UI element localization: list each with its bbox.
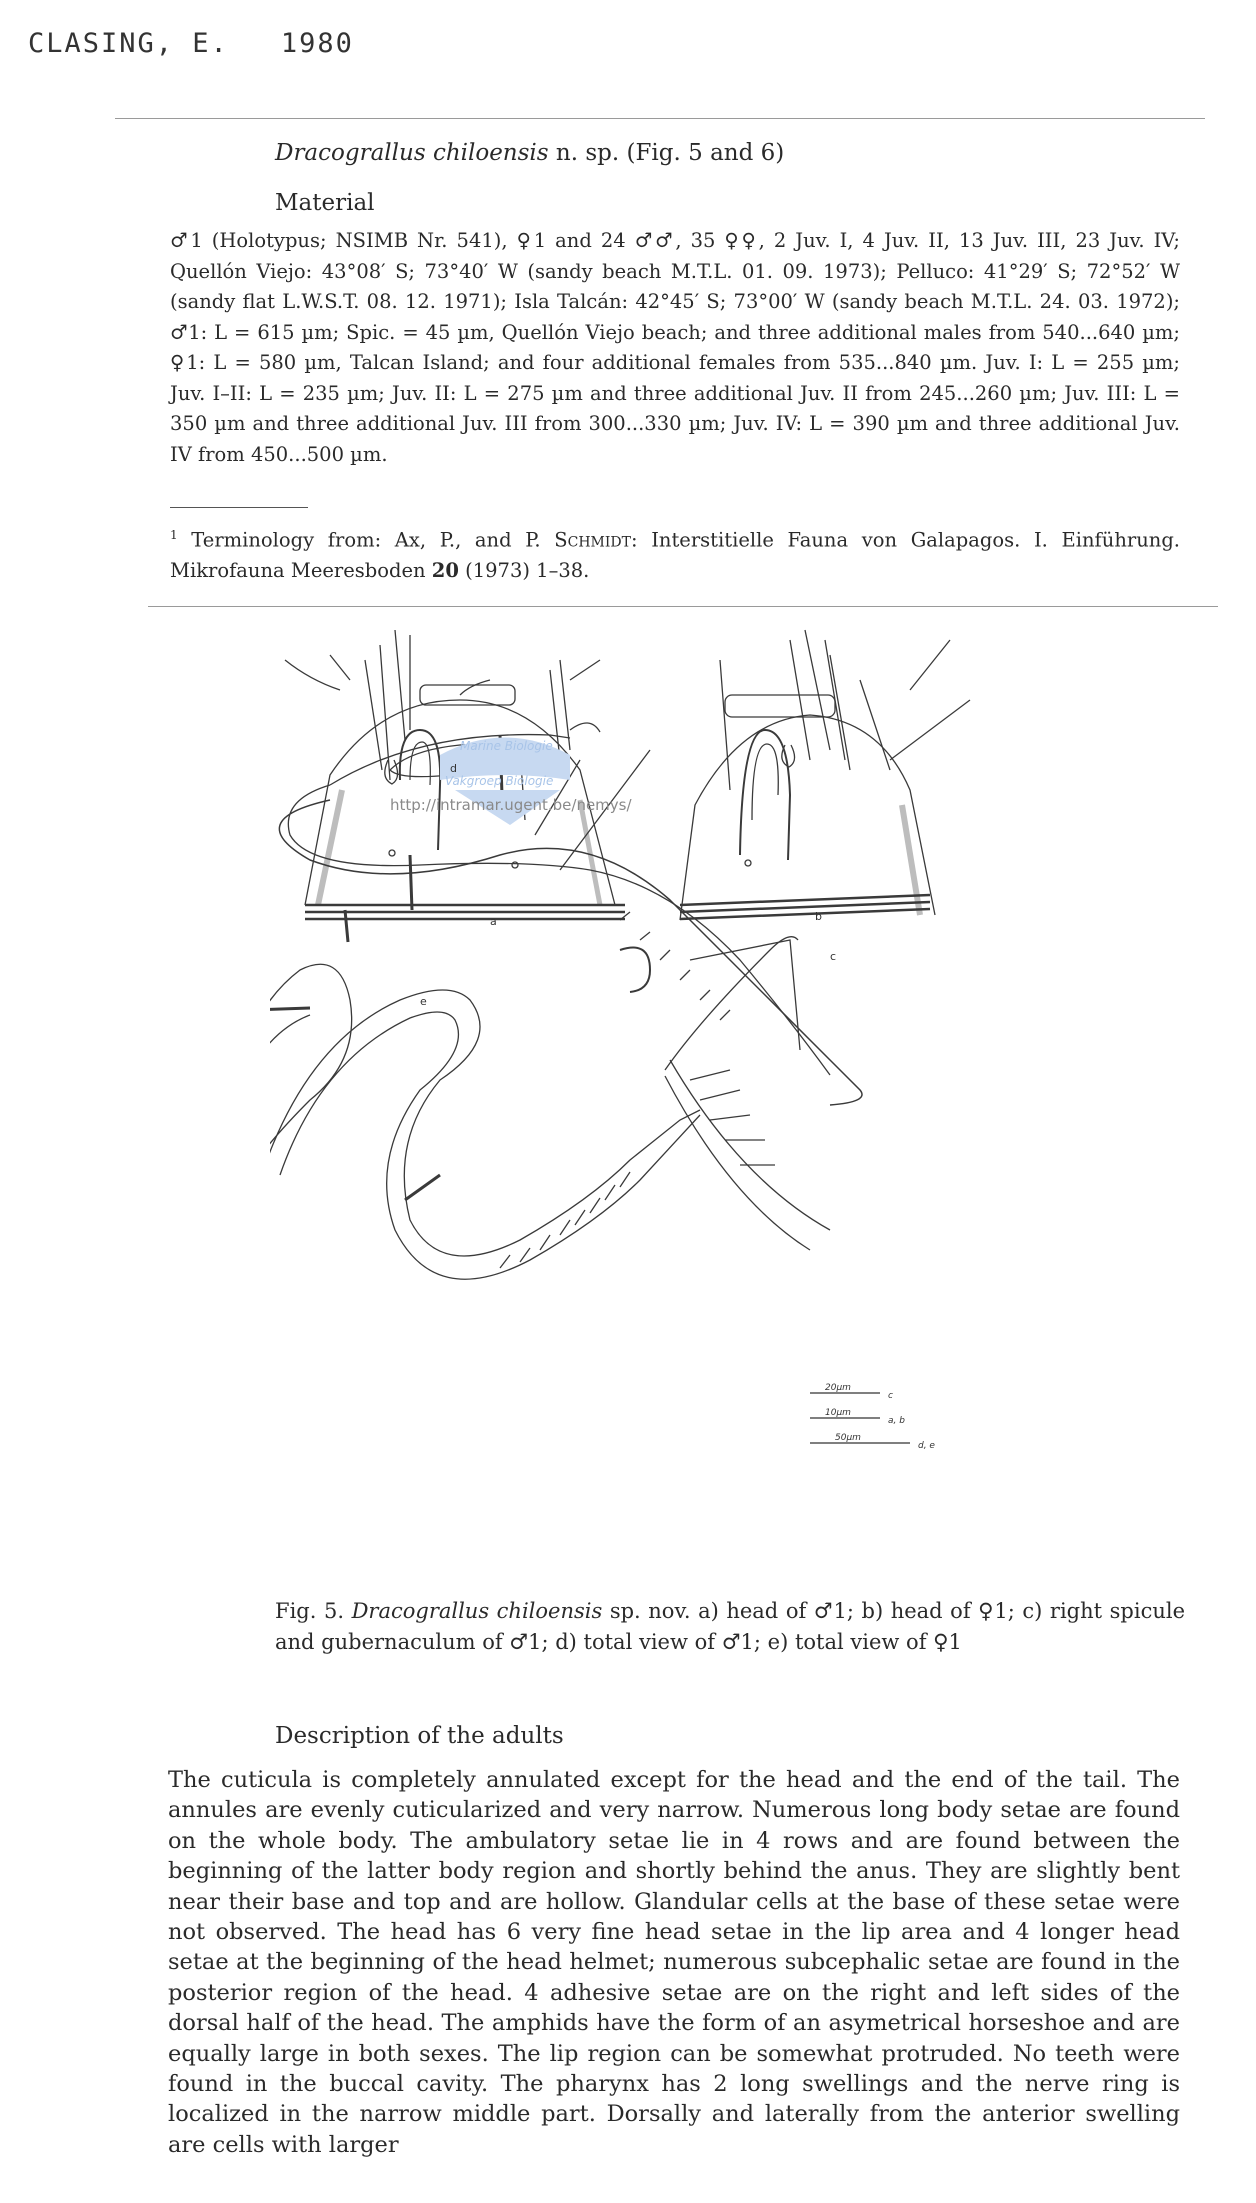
scale-label-20um: 20µm xyxy=(825,1383,851,1393)
figure-caption xyxy=(275,1596,1185,1658)
panel-c-spicule xyxy=(620,937,830,1250)
header-author: CLASING, E. xyxy=(28,28,229,59)
scale-applies-de: d, e xyxy=(918,1441,935,1451)
species-name: Dracograllus chiloensis xyxy=(275,140,549,166)
footnote-pre: Terminology from: Ax, P., and P. xyxy=(177,528,555,552)
footnote-tail: (1973) 1–38. xyxy=(458,558,590,582)
scale-applies-ab: a, b xyxy=(888,1416,905,1426)
scale-applies-c: c xyxy=(888,1391,893,1401)
description-paragraph: The cuticula is completely annulated except for the head and the end of the tail. The annules are evenly cuticularized and very narrow. Numerous long body setae are found on the whole body. The ambulatory setae lie in 4 rows and are found between the beginning of the latter body region and shortly behind the anus. They are slightly bent near their base and top and are hollow. Glandular cells at the base of these setae were not observed. The head has 6 very fine head setae in the lip area and 4 longer head setae at the beginning of the head helmet; numerous subcephalic setae are found in the posterior region of the head. 4 adhesive setae are on the right and left sides of the dorsal half of the head. The amphids have the form of an asymetrical horseshoe and are equally large in both sexes. The lip region can be somewhat protruded. No teeth were found in the buccal cavity. The pharynx has 2 long swellings and the nerve ring is localized in the narrow middle part. Dorsally and laterally from the anterior swelling are cells with larger xyxy=(168,1767,1180,2158)
caption-prefix: Fig. 5. xyxy=(275,1599,352,1623)
panel-label-d: d xyxy=(450,762,457,775)
caption-species: Dracograllus chiloensis xyxy=(351,1599,603,1623)
panel-b-head-female xyxy=(680,630,970,920)
scale-label-50um: 50µm xyxy=(835,1433,861,1443)
footnote-mark: 1 xyxy=(170,528,178,542)
footnote-rule xyxy=(170,507,308,508)
material-heading: Material xyxy=(275,190,375,216)
footnote-volume: 20 xyxy=(431,558,459,582)
panel-label-b: b xyxy=(815,910,822,923)
figure-5 xyxy=(270,620,1030,1580)
figure-5-drawing xyxy=(270,620,1030,1580)
caption-text: sp. nov. a) head of ♂1; b) head of ♀1; c) right spicule and gubernaculum of ♂1; d) total view of ♂1; e) total view of ♀1 xyxy=(275,1599,1186,1654)
watermark-group-text: Vakgroep Biologie xyxy=(445,774,554,788)
scale-label-10um: 10µm xyxy=(825,1408,851,1418)
figure-top-rule xyxy=(148,606,1218,607)
species-title xyxy=(275,140,784,166)
species-title-suffix: n. sp. (Fig. 5 and 6) xyxy=(548,140,785,166)
footnote-post: : Interstitielle Fauna von Galapagos. I. Einführung. Mikrofauna Meeresboden xyxy=(170,528,1180,582)
panel-label-e: e xyxy=(420,995,427,1008)
material-paragraph: ♂1 (Holotypus; NSIMB Nr. 541), ♀1 and 24 ♂♂, 35 ♀♀, 2 Juv. I, 4 Juv. II, 13 Juv. III, 23 Juv. IV; Quellón Viejo: 43°08′ S; 73°40′ W (sandy beach M.T.L. 01. 09. 1973); Pelluco: 41°29′ S; 72°52′ W (sandy flat L.W.S.T. 08. 12. 1971); Isla Talcán: 42°45′ S; 73°00′ W (sandy beach M.T.L. 24. 03. 1972); ♂1: L = 615 µm; Spic. = 45 µm, Quellón Viejo beach; and three additional males from 540...640 µm; ♀1: L = 580 µm, Talcan Island; and four additional females from 535...840 µm. Juv. I: L = 255 µm; Juv. I–II: L = 235 µm; Juv. II: L = 275 µm and three additional Juv. II from 245...260 µm; Juv. III: L = 350 µm and three additional Juv. III from 300...330 µm; Juv. IV: L = 390 µm and three additional Juv. IV from 450...500 µm. xyxy=(170,229,1180,466)
description-heading: Description of the adults xyxy=(275,1723,564,1749)
watermark-url: http://intramar.ugent.be/nemys/ xyxy=(390,796,632,814)
panel-e-total-female xyxy=(270,910,700,1279)
watermark-logo-text: Marine Biologie xyxy=(460,739,553,753)
footnote-author: Schmidt xyxy=(554,528,631,552)
page-header xyxy=(28,28,354,59)
footnote xyxy=(170,520,1180,586)
panel-label-c: c xyxy=(830,950,837,963)
panel-label-a: a xyxy=(490,915,497,928)
header-year: 1980 xyxy=(280,28,354,59)
top-rule xyxy=(115,118,1205,119)
